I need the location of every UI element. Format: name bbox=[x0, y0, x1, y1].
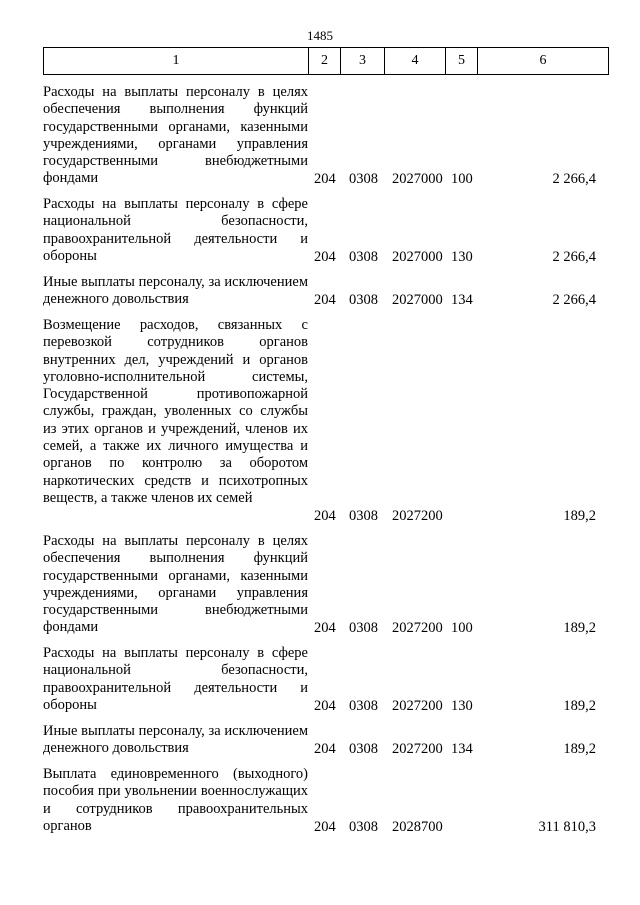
row-code-4: 2027200 bbox=[392, 508, 443, 524]
table-row bbox=[43, 645, 608, 715]
row-code-5: 100 bbox=[451, 620, 473, 636]
row-code-3: 0308 bbox=[349, 249, 378, 265]
row-description: Выплата единовременного (выходного) пособия при увольнении военнослужащих и сотрудников правоохранительных органов bbox=[43, 766, 308, 834]
row-code-2: 204 bbox=[314, 819, 336, 835]
row-code-3: 0308 bbox=[349, 741, 378, 757]
row-code-2: 204 bbox=[314, 620, 336, 636]
row-values bbox=[308, 620, 608, 637]
header-col-2: 2 bbox=[309, 48, 341, 75]
row-code-3: 0308 bbox=[349, 292, 378, 308]
row-amount: 189,2 bbox=[563, 620, 596, 636]
table-row bbox=[43, 766, 608, 836]
header-col-3: 3 bbox=[341, 48, 385, 75]
row-code-4: 2027200 bbox=[392, 741, 443, 757]
row-code-5: 130 bbox=[451, 698, 473, 714]
row-code-5: 100 bbox=[451, 171, 473, 187]
row-code-3: 0308 bbox=[349, 171, 378, 187]
row-code-2: 204 bbox=[314, 741, 336, 757]
row-code-3: 0308 bbox=[349, 508, 378, 524]
table-row bbox=[43, 196, 608, 266]
table-row bbox=[43, 317, 608, 525]
column-header-table bbox=[43, 47, 609, 75]
row-amount: 2 266,4 bbox=[552, 292, 596, 308]
header-col-1: 1 bbox=[44, 48, 309, 75]
table-row bbox=[43, 274, 608, 309]
row-code-5: 130 bbox=[451, 249, 473, 265]
table-row bbox=[43, 723, 608, 758]
row-description: Иные выплаты персоналу, за исключением денежного довольствия bbox=[43, 723, 308, 757]
row-code-2: 204 bbox=[314, 698, 336, 714]
row-amount: 311 810,3 bbox=[538, 819, 596, 835]
row-values bbox=[308, 698, 608, 715]
row-code-4: 2027000 bbox=[392, 171, 443, 187]
row-values bbox=[308, 508, 608, 525]
row-code-2: 204 bbox=[314, 249, 336, 265]
row-description: Расходы на выплаты персоналу в целях обеспечения выполнения функций государственными органами, казенными учреждениями, органами управления государственными внебюджетными фондами bbox=[43, 533, 308, 636]
header-row bbox=[44, 48, 609, 75]
row-description: Иные выплаты персоналу, за исключением денежного довольствия bbox=[43, 274, 308, 308]
header-col-4: 4 bbox=[385, 48, 446, 75]
row-values bbox=[308, 171, 608, 188]
row-amount: 2 266,4 bbox=[552, 171, 596, 187]
header-col-5: 5 bbox=[446, 48, 478, 75]
row-code-3: 0308 bbox=[349, 819, 378, 835]
header-col-6: 6 bbox=[478, 48, 609, 75]
row-values bbox=[308, 292, 608, 309]
row-amount: 2 266,4 bbox=[552, 249, 596, 265]
row-code-4: 2027000 bbox=[392, 292, 443, 308]
row-amount: 189,2 bbox=[563, 698, 596, 714]
row-description: Расходы на выплаты персоналу в сфере национальной безопасности, правоохранительной деятельности и обороны bbox=[43, 645, 308, 713]
row-code-4: 2027000 bbox=[392, 249, 443, 265]
row-code-4: 2028700 bbox=[392, 819, 443, 835]
table-row bbox=[43, 533, 608, 637]
row-description: Возмещение расходов, связанных с перевозкой сотрудников органов внутренних дел, учреждений и органов уголовно-исполнительной системы, Государственной противопожарной службы, граждан, уволенных со службы из этих органов и учреждений, членов их семей, а также их личного имущества и органов по контролю за оборотом наркотических средств и психотропных веществ, а также членов их семей bbox=[43, 317, 308, 506]
row-values bbox=[308, 249, 608, 266]
row-code-2: 204 bbox=[314, 292, 336, 308]
row-amount: 189,2 bbox=[563, 508, 596, 524]
row-code-5: 134 bbox=[451, 741, 473, 757]
row-code-3: 0308 bbox=[349, 698, 378, 714]
row-code-2: 204 bbox=[314, 171, 336, 187]
budget-rows bbox=[43, 84, 608, 836]
page-number: 1485 bbox=[307, 28, 333, 43]
row-description: Расходы на выплаты персоналу в целях обеспечения выполнения функций государственными органами, казенными учреждениями, органами управления государственными внебюджетными фондами bbox=[43, 84, 308, 187]
row-code-4: 2027200 bbox=[392, 620, 443, 636]
row-code-5: 134 bbox=[451, 292, 473, 308]
table-row bbox=[43, 84, 608, 188]
row-code-3: 0308 bbox=[349, 620, 378, 636]
row-code-2: 204 bbox=[314, 508, 336, 524]
row-code-4: 2027200 bbox=[392, 698, 443, 714]
row-values bbox=[308, 741, 608, 758]
row-values bbox=[308, 819, 608, 836]
row-description: Расходы на выплаты персоналу в сфере национальной безопасности, правоохранительной деятельности и обороны bbox=[43, 196, 308, 264]
row-amount: 189,2 bbox=[563, 741, 596, 757]
